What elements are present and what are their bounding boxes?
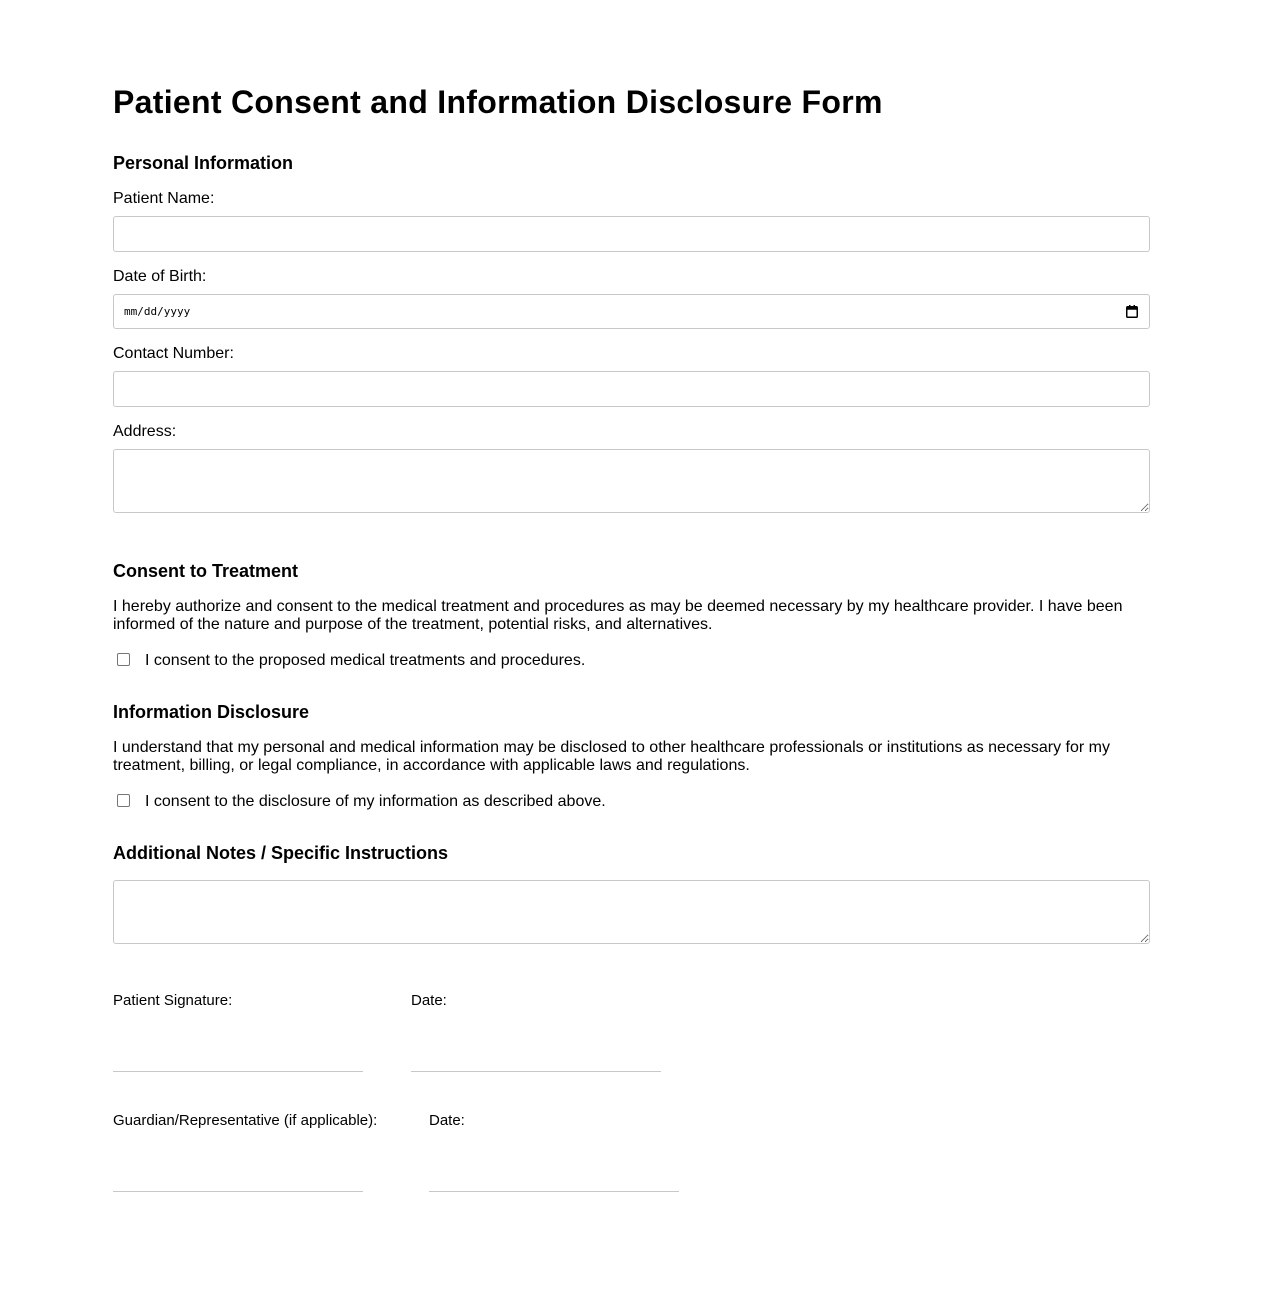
contact-number-label: Contact Number: bbox=[113, 345, 234, 362]
date-of-birth-placeholder: mm/dd/yyyy bbox=[124, 305, 191, 318]
consent-to-treatment-text: I hereby authorize and consent to the medical treatment and procedures as may be deemed necessary by my healthcare provider. I have been informed of the nature and purpose of the treatment, potential risks, and alternatives. bbox=[113, 598, 1123, 633]
personal-information-heading: Personal Information bbox=[113, 153, 294, 173]
disclosure-consent-checkbox-label[interactable]: I consent to the disclosure of my information as described above. bbox=[145, 793, 606, 810]
consent-to-treatment-heading: Consent to Treatment bbox=[113, 561, 299, 581]
consent-treatment-checkbox-label[interactable]: I consent to the proposed medical treatments and procedures. bbox=[145, 652, 586, 669]
date-of-birth-label: Date of Birth: bbox=[113, 268, 207, 285]
consent-treatment-checkbox[interactable] bbox=[117, 653, 130, 666]
date-of-birth-input[interactable] bbox=[113, 294, 1150, 329]
patient-name-input[interactable] bbox=[113, 216, 1150, 252]
address-label: Address: bbox=[113, 423, 177, 440]
guardian-date-label: Date: bbox=[429, 1112, 465, 1129]
patient-signature-line[interactable] bbox=[113, 1071, 363, 1072]
information-disclosure-heading: Information Disclosure bbox=[113, 702, 310, 722]
patient-signature-label: Patient Signature: bbox=[113, 992, 233, 1009]
additional-notes-textarea[interactable] bbox=[113, 880, 1150, 944]
guardian-signature-line[interactable] bbox=[113, 1191, 363, 1192]
additional-notes-heading: Additional Notes / Specific Instructions bbox=[113, 843, 449, 863]
guardian-date-line[interactable] bbox=[429, 1191, 679, 1192]
calendar-icon[interactable] bbox=[1126, 305, 1138, 318]
guardian-signature-label: Guardian/Representative (if applicable): bbox=[113, 1112, 378, 1129]
address-textarea[interactable] bbox=[113, 449, 1150, 513]
patient-name-label: Patient Name: bbox=[113, 190, 215, 207]
information-disclosure-text: I understand that my personal and medical information may be disclosed to other healthcare professionals or institutions as necessary for my treatment, billing, or legal compliance, in accordance with applicable laws and regulations. bbox=[113, 739, 1110, 774]
page-title: Patient Consent and Information Disclosure Form bbox=[113, 84, 883, 120]
disclosure-consent-checkbox[interactable] bbox=[117, 794, 130, 807]
patient-date-label: Date: bbox=[411, 992, 447, 1009]
patient-date-line[interactable] bbox=[411, 1071, 661, 1072]
contact-number-input[interactable] bbox=[113, 371, 1150, 407]
